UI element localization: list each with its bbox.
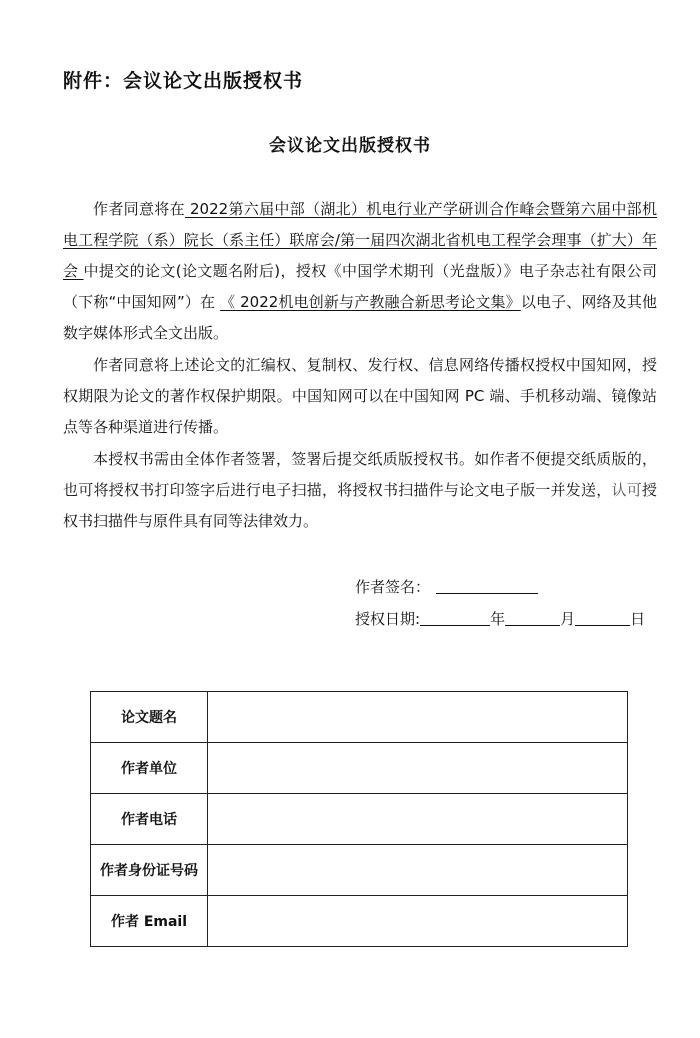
paper-title-field[interactable] [208,692,628,743]
paragraph1-text-c: 以电子、网络及其他数字媒体形式全文出版。 [63,293,657,342]
conference-name: 2022第六届中部（湖北）机电行业产学研训合作峰会暨第六届中部机电工程学院（系）院长（系主任）联席会/第一届四次湖北省机电工程学会理事（扩大）年会 [63,200,657,280]
paragraph3-text-b: 授权书扫描件与原件具有同等法律效力。 [63,481,657,530]
paragraph2-text: 作者同意将上述论文的汇编权、复制权、发行权、信息网络传播权授权中国知网，授权期限为论文的著作权保护期限。中国知网可以在中国知网 PC 端、手机移动端、镜像站点等各种渠道进行传播。 [63,356,657,436]
attachment-heading: 附件：会议论文出版授权书 [63,70,304,92]
table-row [91,896,628,947]
authorization-paragraph-3 [63,444,657,537]
paper-title-label: 论文题名 [91,692,208,743]
date-label: 授权日期: [355,610,421,628]
authorization-paragraph-2 [63,350,657,443]
author-info-table [90,691,628,947]
author-email-label: 作者 Email [91,896,208,947]
signature-blank[interactable] [436,577,538,594]
month-blank[interactable] [505,609,560,626]
signature-label: 作者签名： [355,578,431,596]
author-phone-field[interactable] [208,794,628,845]
author-affiliation-label: 作者单位 [91,743,208,794]
paragraph1-text-b: 中提交的论文(论文题名附后)，授权《中国学术期刊（光盘版）》电子杂志社有限公司（下称“中国知网”）在 [63,262,657,311]
paragraph3-text-a: 本授权书需由全体作者签署，签署后提交纸质版授权书。如作者不便提交纸质版的，也可将授权书打印签字后进行电子扫描，将授权书扫描件与论文电子版一并发送， [63,450,657,499]
author-id-number-label: 作者身份证号码 [91,845,208,896]
table-row [91,794,628,845]
author-phone-label: 作者电话 [91,794,208,845]
day-blank[interactable] [575,609,630,626]
table-row [91,692,628,743]
author-id-number-field[interactable] [208,845,628,896]
year-label: 年 [490,610,506,628]
document-title: 会议论文出版授权书 [269,136,431,156]
year-blank[interactable] [420,609,490,626]
authorization-date-line [355,608,645,629]
authorization-paragraph-1 [63,194,657,349]
month-label: 月 [560,610,576,628]
paragraph1-text-a: 作者同意将在 [93,200,185,218]
collection-name: 《 2022机电创新与产教融合新思考论文集》 [220,293,521,311]
table-row [91,845,628,896]
author-email-field[interactable] [208,896,628,947]
day-label: 日 [630,610,646,628]
paragraph3-text-light: 认可 [611,481,642,499]
author-affiliation-field[interactable] [208,743,628,794]
table-row [91,743,628,794]
author-signature-line [355,576,538,597]
